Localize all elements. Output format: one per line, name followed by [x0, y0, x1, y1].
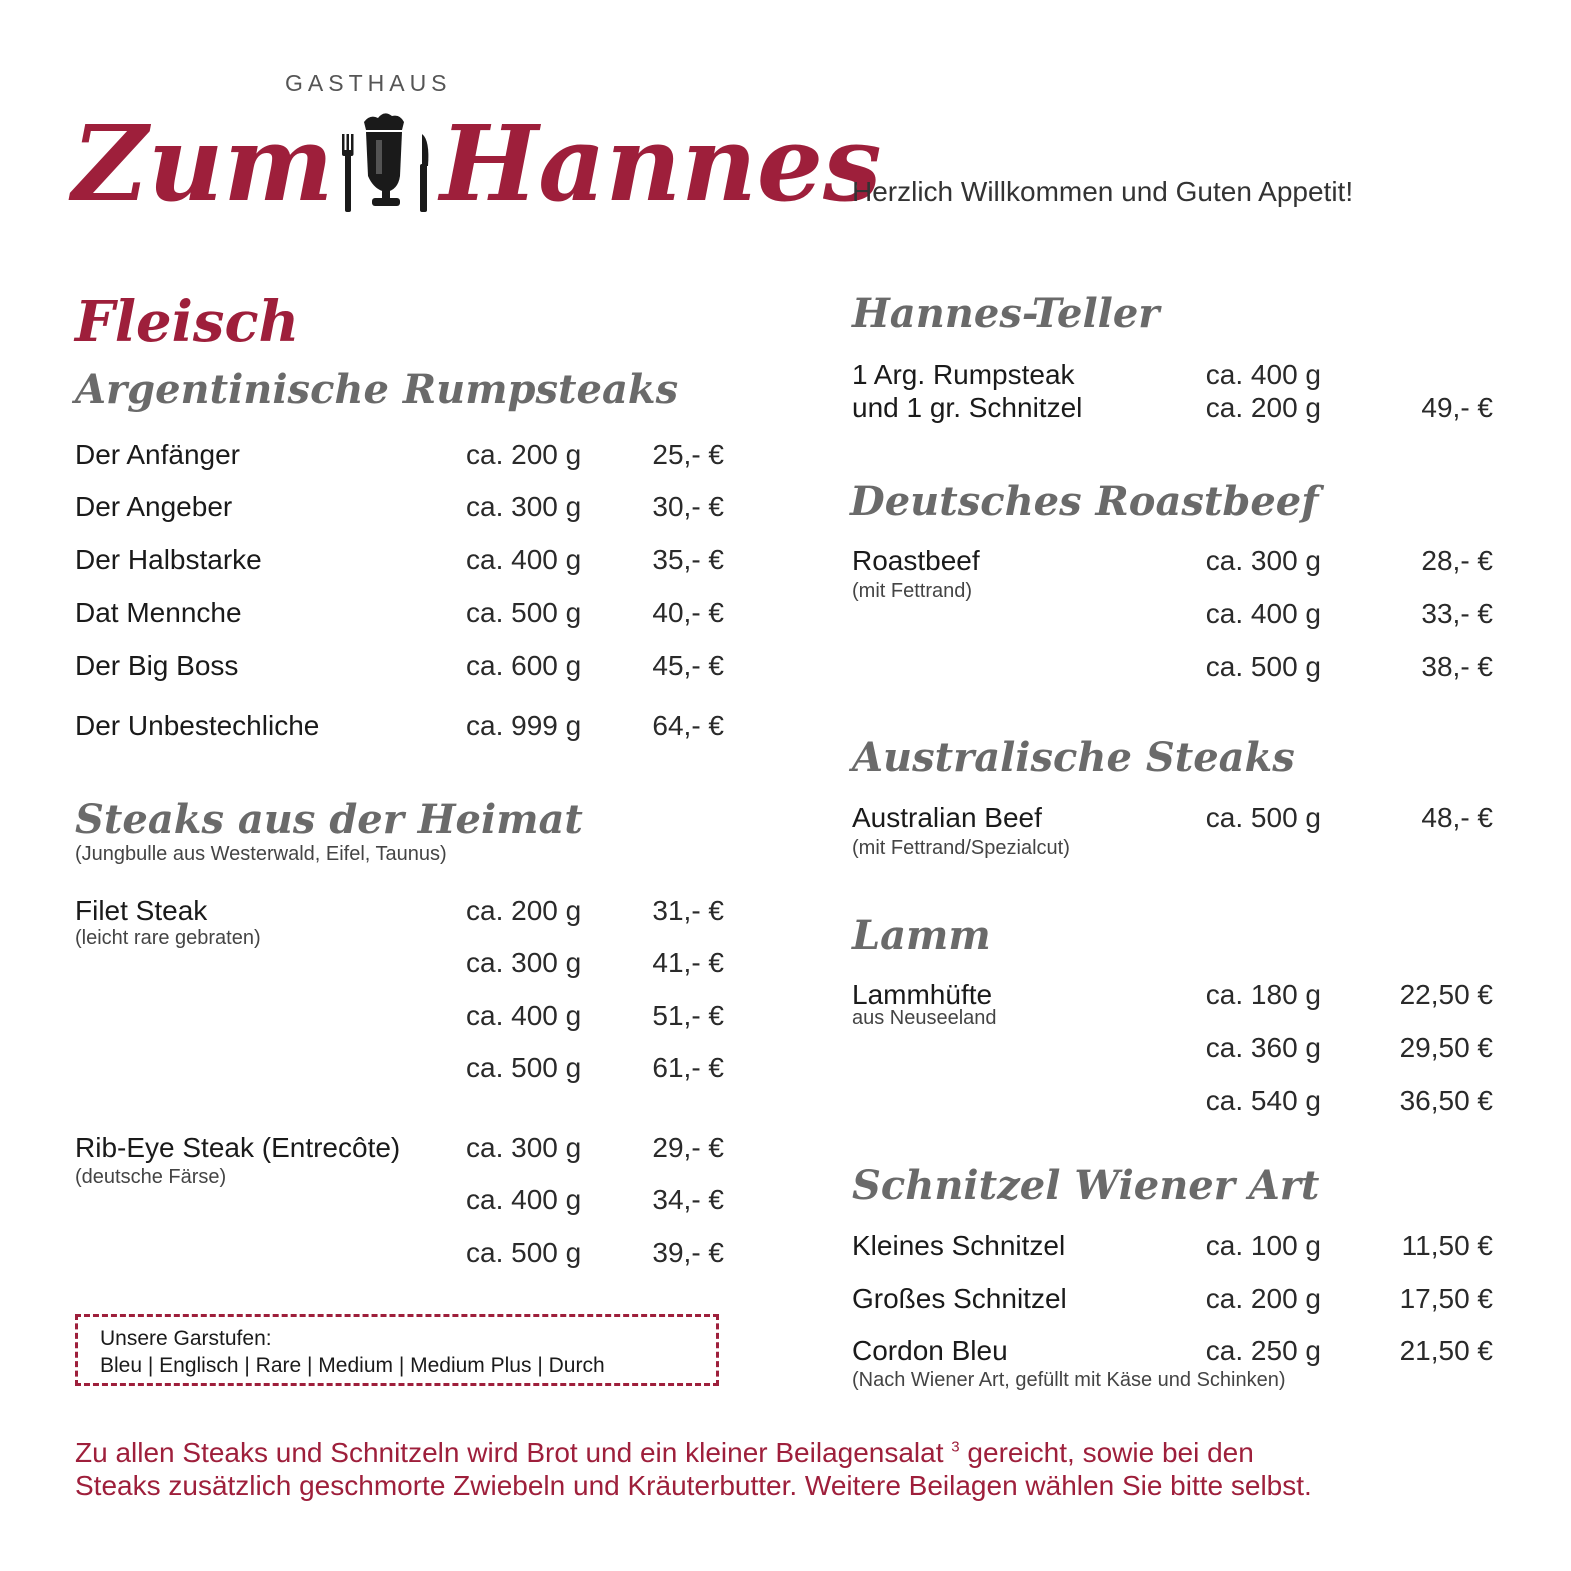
- menu-item-weight: ca. 200 g: [466, 895, 582, 926]
- menu-item-price: 30,- €: [652, 491, 724, 522]
- heading-schnitzel-wiener-art: Schnitzel Wiener Art: [852, 1162, 1320, 1209]
- menu-item-name: Roastbeef: [852, 545, 980, 576]
- menu-item-price: 64,- €: [652, 710, 724, 741]
- garstufen-title: Unsere Garstufen:: [100, 1327, 272, 1350]
- menu-item-name: Cordon Bleu: [852, 1335, 1008, 1366]
- menu-item-price: 34,- €: [652, 1184, 724, 1215]
- menu-item-price: 49,- €: [1421, 392, 1493, 423]
- menu-item-price: 48,- €: [1421, 802, 1493, 833]
- menu-item-weight: ca. 400 g: [466, 1184, 582, 1215]
- logo-gasthaus: GASTHAUS: [285, 70, 452, 96]
- menu-item-price: 38,- €: [1421, 651, 1493, 682]
- menu-item-price: 22,50 €: [1399, 979, 1493, 1010]
- menu-item-price: 29,50 €: [1399, 1032, 1493, 1063]
- menu-item-weight: ca. 200 g: [1205, 392, 1321, 423]
- menu-item-price: 29,- €: [652, 1132, 724, 1163]
- menu-item-weight: ca. 300 g: [466, 947, 582, 978]
- menu-item-price: 31,- €: [652, 895, 724, 926]
- menu-item-name: Lammhüfte: [852, 979, 993, 1010]
- footer-line2: Steaks zusätzlich geschmorte Zwiebeln und Kräuterbutter. Weitere Beilagen wählen Sie bitte selbst.: [75, 1470, 1312, 1501]
- menu-item-price: 40,- €: [652, 597, 724, 628]
- menu-item-name: 1 Arg. Rumpsteak: [852, 359, 1075, 390]
- menu-item-price: 17,50 €: [1399, 1283, 1493, 1314]
- menu-item-weight: ca. 500 g: [466, 1052, 582, 1083]
- menu-item-weight: ca. 500 g: [1205, 802, 1321, 833]
- menu-item-price: 36,50 €: [1399, 1085, 1493, 1116]
- menu-item-note: aus Neuseeland: [852, 1007, 997, 1029]
- menu-item-price: 28,- €: [1421, 545, 1493, 576]
- menu-item-weight: ca. 180 g: [1205, 979, 1321, 1010]
- menu-item-price: 25,- €: [652, 439, 724, 470]
- menu-item-name: Der Unbestechliche: [75, 710, 320, 741]
- menu-item-weight: ca. 600 g: [466, 650, 582, 681]
- menu-item-price: 61,- €: [652, 1052, 724, 1083]
- menu-item-weight: ca. 300 g: [1205, 545, 1321, 576]
- menu-item-name: Dat Mennche: [75, 597, 242, 628]
- menu-item-weight: ca. 400 g: [466, 544, 582, 575]
- menu-item-note: (leicht rare gebraten): [75, 927, 261, 949]
- footnote-marker: 3: [951, 1438, 960, 1456]
- welcome-text: Herzlich Willkommen und Guten Appetit!: [852, 176, 1354, 207]
- menu-item-weight: ca. 300 g: [466, 491, 582, 522]
- menu-item-name: und 1 gr. Schnitzel: [852, 392, 1083, 423]
- menu-item-note: (mit Fettrand): [852, 580, 973, 602]
- heimat-note: (Jungbulle aus Westerwald, Eifel, Taunus): [75, 843, 447, 865]
- fork-beer-knife-icon: [338, 110, 434, 214]
- menu-item-name: Filet Steak: [75, 895, 208, 926]
- heading-deutsches-roastbeef: Deutsches Roastbeef: [850, 478, 1319, 525]
- menu-item-price: 11,50 €: [1401, 1230, 1493, 1261]
- menu-item-name: Kleines Schnitzel: [852, 1230, 1066, 1261]
- garstufen-list: Bleu | Englisch | Rare | Medium | Medium Plus | Durch: [100, 1354, 605, 1377]
- footer-line1b: gereicht, sowie bei den: [959, 1437, 1254, 1468]
- menu-item-weight: ca. 250 g: [1205, 1335, 1321, 1366]
- menu-item-price: 45,- €: [652, 650, 724, 681]
- menu-item-name: Der Big Boss: [75, 650, 239, 681]
- menu-item-name: Der Halbstarke: [75, 544, 262, 575]
- menu-item-name: Rib-Eye Steak (Entrecôte): [75, 1132, 401, 1163]
- heading-steaks-aus-der-heimat: Steaks aus der Heimat: [75, 796, 583, 843]
- heading-australische-steaks: Australische Steaks: [852, 734, 1295, 781]
- menu-item-weight: ca. 400 g: [466, 1000, 582, 1031]
- menu-item-price: 21,50 €: [1399, 1335, 1493, 1366]
- menu-item-price: 35,- €: [652, 544, 724, 575]
- menu-item-name: Der Anfänger: [75, 439, 240, 470]
- menu-item-name: Australian Beef: [852, 802, 1042, 833]
- menu-item-price: 51,- €: [652, 1000, 724, 1031]
- menu-item-name: Großes Schnitzel: [852, 1283, 1067, 1314]
- menu-item-weight: ca. 500 g: [1205, 651, 1321, 682]
- menu-item-weight: ca. 400 g: [1205, 359, 1321, 390]
- logo-word-zum: Zum: [72, 102, 334, 225]
- heading-argentinische-rumpsteaks: Argentinische Rumpsteaks: [75, 366, 679, 413]
- menu-item-weight: ca. 400 g: [1205, 598, 1321, 629]
- menu-item-price: 33,- €: [1421, 598, 1493, 629]
- menu-item-weight: ca. 999 g: [466, 710, 582, 741]
- menu-item-price: 41,- €: [652, 947, 724, 978]
- footer-note: [75, 1436, 1515, 1502]
- heading-hannes-teller: Hannes-Teller: [852, 290, 1160, 337]
- menu-item-note: (Nach Wiener Art, gefüllt mit Käse und Schinken): [852, 1369, 1286, 1391]
- logo-word-hannes: Hannes: [440, 102, 882, 225]
- menu-item-weight: ca. 500 g: [466, 1237, 582, 1268]
- heading-lamm: Lamm: [852, 912, 991, 959]
- menu-item-weight: ca. 300 g: [466, 1132, 582, 1163]
- menu-item-weight: ca. 360 g: [1205, 1032, 1321, 1063]
- menu-item-weight: ca. 200 g: [466, 439, 582, 470]
- menu-item-name: Der Angeber: [75, 491, 233, 522]
- menu-item-weight: ca. 100 g: [1205, 1230, 1321, 1261]
- footer-line1a: Zu allen Steaks und Schnitzeln wird Brot und ein kleiner Beilagensalat: [75, 1437, 944, 1468]
- section-title-fleisch: Fleisch: [75, 289, 300, 355]
- menu-item-weight: ca. 500 g: [466, 597, 582, 628]
- menu-item-note: (mit Fettrand/Spezialcut): [852, 837, 1070, 859]
- menu-item-weight: ca. 200 g: [1205, 1283, 1321, 1314]
- menu-item-weight: ca. 540 g: [1205, 1085, 1321, 1116]
- menu-item-price: 39,- €: [652, 1237, 724, 1268]
- menu-item-note: (deutsche Färse): [75, 1166, 227, 1188]
